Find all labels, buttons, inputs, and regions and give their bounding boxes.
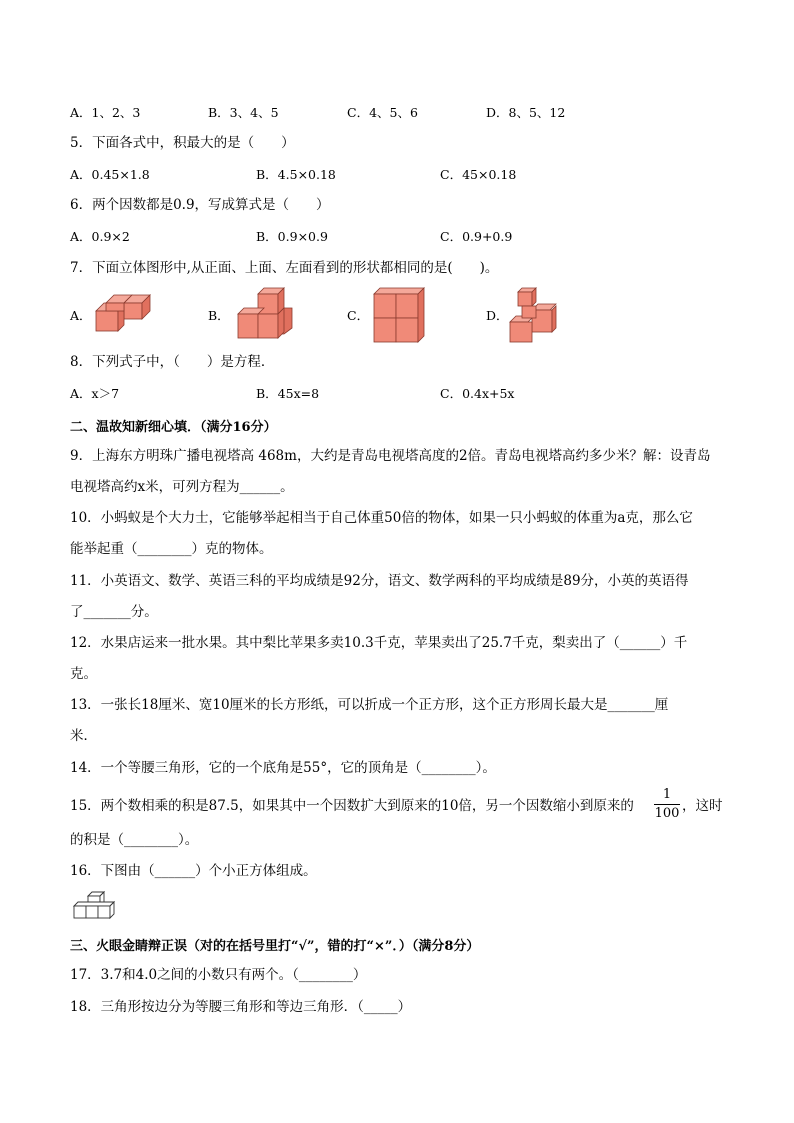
cube-figure-a (92, 292, 154, 334)
q6-option-a: A．0.9×2 (70, 229, 130, 244)
q4-option-a: A．1、2、3 (70, 105, 141, 120)
q11-line1: 11．小英语文、数学、英语三科的平均成绩是92分，语文、数学两科的平均成绩是89分，小英的英语得 (70, 573, 689, 589)
q10-line1: 10．小蚂蚁是个大力士，它能够举起相当于自己体重50倍的物体，如果一只小蚂蚁的体重为a克，那么它 (70, 510, 693, 526)
q15-fraction-numerator: 1 (662, 787, 672, 802)
q4-option-c: C．4、5、6 (347, 105, 418, 120)
q8-option-b: B．45x=8 (256, 386, 320, 401)
q17-line1: 17．3.7和4.0之间的小数只有两个。（________） (70, 967, 367, 983)
q6-option-c: C．0.9+0.9 (440, 229, 513, 244)
section-2-title: 二、温故知新细心填．（满分16分） (70, 420, 277, 435)
q15-line1-before: 15．两个数相乘的积是87.5，如果其中一个因数扩大到原来的10倍，另一个因数缩小到原来的 (70, 798, 634, 814)
q15-line2: 的积是（________）。 (70, 832, 199, 848)
q8-option-a: A．x＞7 (70, 386, 120, 401)
q5-option-a: A．0.45×1.8 (70, 167, 150, 182)
q5-option-b: B．4.5×0.18 (256, 167, 336, 182)
q11-line2: 了_______分。 (70, 604, 158, 620)
q8-option-c: C．0.4x+5x (440, 386, 515, 401)
q7-label-a: A． (70, 308, 92, 323)
q8-stem: 8．下列式子中，（ ）是方程． (70, 354, 275, 370)
q15-line1-after: ，这时 (682, 798, 723, 814)
cube-figure-b (232, 286, 296, 344)
q4-option-d: D．8、5、12 (486, 105, 566, 120)
q7-label-b: B． (208, 308, 230, 323)
q13-line1: 13．一张长18厘米、宽10厘米的长方形纸，可以折成一个正方形，这个正方形周长最大是_______厘 (70, 697, 669, 713)
q7-stem: 7．下面立体图形中,从正面、上面、左面看到的形状都相同的是( )。 (70, 260, 499, 276)
q10-line2: 能举起重（________）克的物体。 (70, 541, 273, 557)
section-3-title: 三、火眼金睛辩正误（对的在括号里打“√”，错的打“×”．）（满分8分） (70, 939, 480, 954)
q16-cube-figure (72, 890, 118, 920)
q15-fraction-denominator: 100 (654, 806, 680, 821)
cube-figure-d (506, 284, 562, 346)
q15-fraction (654, 787, 680, 822)
q12-line2: 克。 (70, 666, 97, 682)
q14-line1: 14．一个等腰三角形，它的一个底角是55°，它的顶角是（________）。 (70, 760, 496, 776)
q6-option-b: B．0.9×0.9 (256, 229, 328, 244)
q7-label-d: D． (486, 308, 509, 323)
q9-line2: 电视塔高约x米，可列方程为______。 (70, 479, 294, 495)
q7-label-c: C． (347, 308, 370, 323)
q12-line1: 12．水果店运来一批水果。其中梨比苹果多卖10.3千克，苹果卖出了25.7千克，梨卖出了（______）千 (70, 635, 688, 651)
q4-option-b: B．3、4、5 (208, 105, 279, 120)
q15-fraction-bar (654, 804, 680, 805)
q13-line2: 米． (70, 728, 97, 744)
q18-line1: 18．三角形按边分为等腰三角形和等边三角形．（_____） (70, 999, 412, 1015)
q9-line1: 9．上海东方明珠广播电视塔高 468m，大约是青岛电视塔高度的2倍。青岛电视塔高约多少米？解：设青岛 (70, 448, 711, 464)
cube-figure-c (370, 286, 430, 346)
q5-option-c: C．45×0.18 (440, 167, 517, 182)
q6-stem: 6．两个因数都是0.9，写成算式是（ ） (70, 197, 330, 213)
q5-stem: 5．下面各式中，积最大的是（ ） (70, 135, 295, 151)
q16-line1: 16．下图由（______）个小正方体组成。 (70, 863, 317, 879)
